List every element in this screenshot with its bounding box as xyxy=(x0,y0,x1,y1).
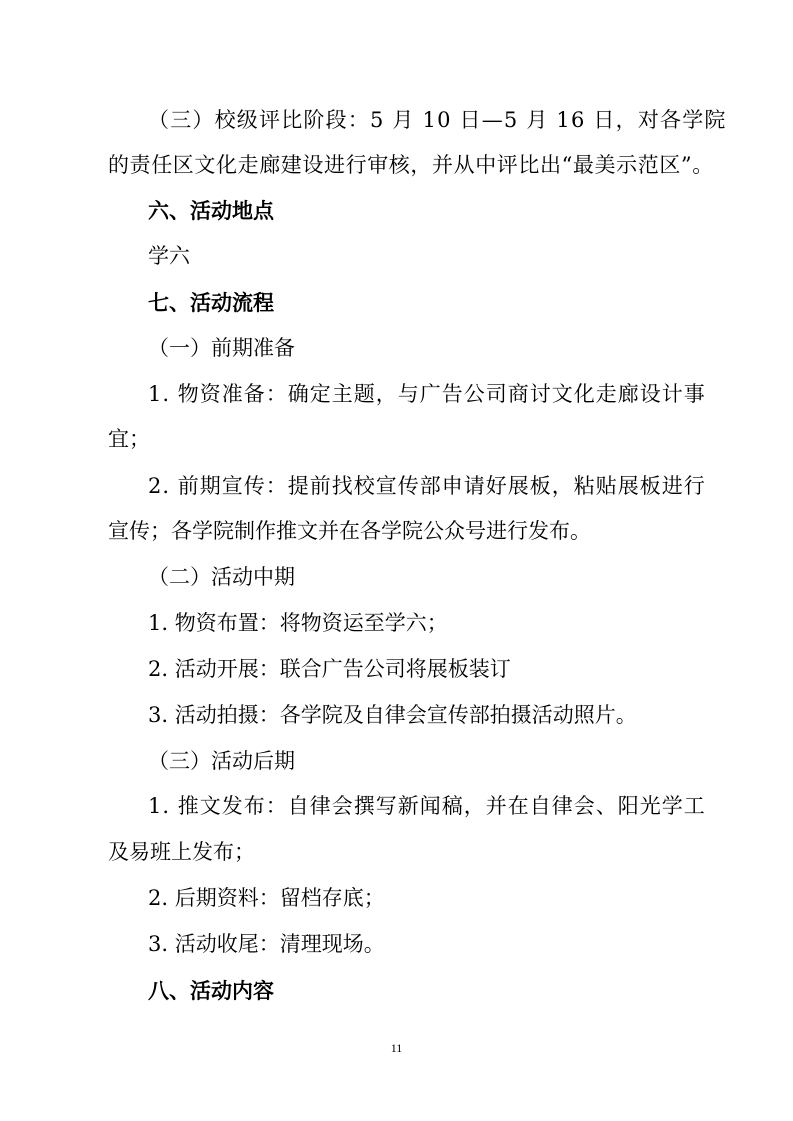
list-item: 3. 活动收尾：清理现场。 xyxy=(148,932,385,956)
list-item: 2. 前期宣传：提前找校宣传部申请好展板，粘贴展板进行 xyxy=(148,474,706,498)
paragraph-line: 宜； xyxy=(108,427,150,451)
page-number: 11 xyxy=(390,1041,403,1055)
paragraph-line: （三）校级评比阶段：5 月 10 日—5 月 16 日，对各学院 xyxy=(148,108,727,132)
list-item: 2. 后期资料：留档存底； xyxy=(148,886,385,910)
list-item: 1. 物资布置：将物资运至学六； xyxy=(148,611,448,635)
subsection-heading: （三）活动后期 xyxy=(148,749,295,773)
list-item: 1. 推文发布：自律会撰写新闻稿，并在自律会、阳光学工 xyxy=(148,794,706,818)
list-item: 2. 活动开展：联合广告公司将展板装订 xyxy=(148,657,511,681)
paragraph-line: 学六 xyxy=(148,244,190,268)
paragraph-line: 宣传；各学院制作推文并在各学院公众号进行发布。 xyxy=(108,519,591,543)
section-heading-content: 八、活动内容 xyxy=(148,979,274,1003)
paragraph-line: 的责任区文化走廊建设进行审核，并从中评比出“最美示范区”。 xyxy=(108,153,714,177)
section-heading-process: 七、活动流程 xyxy=(148,291,274,315)
paragraph-line: 及易班上发布； xyxy=(108,840,255,864)
list-item: 1. 物资准备：确定主题，与广告公司商讨文化走廊设计事 xyxy=(148,382,706,406)
subsection-heading: （二）活动中期 xyxy=(148,565,295,589)
list-item: 3. 活动拍摄：各学院及自律会宣传部拍摄活动照片。 xyxy=(148,703,637,727)
subsection-heading: （一）前期准备 xyxy=(148,336,295,360)
section-heading-location: 六、活动地点 xyxy=(148,199,274,223)
